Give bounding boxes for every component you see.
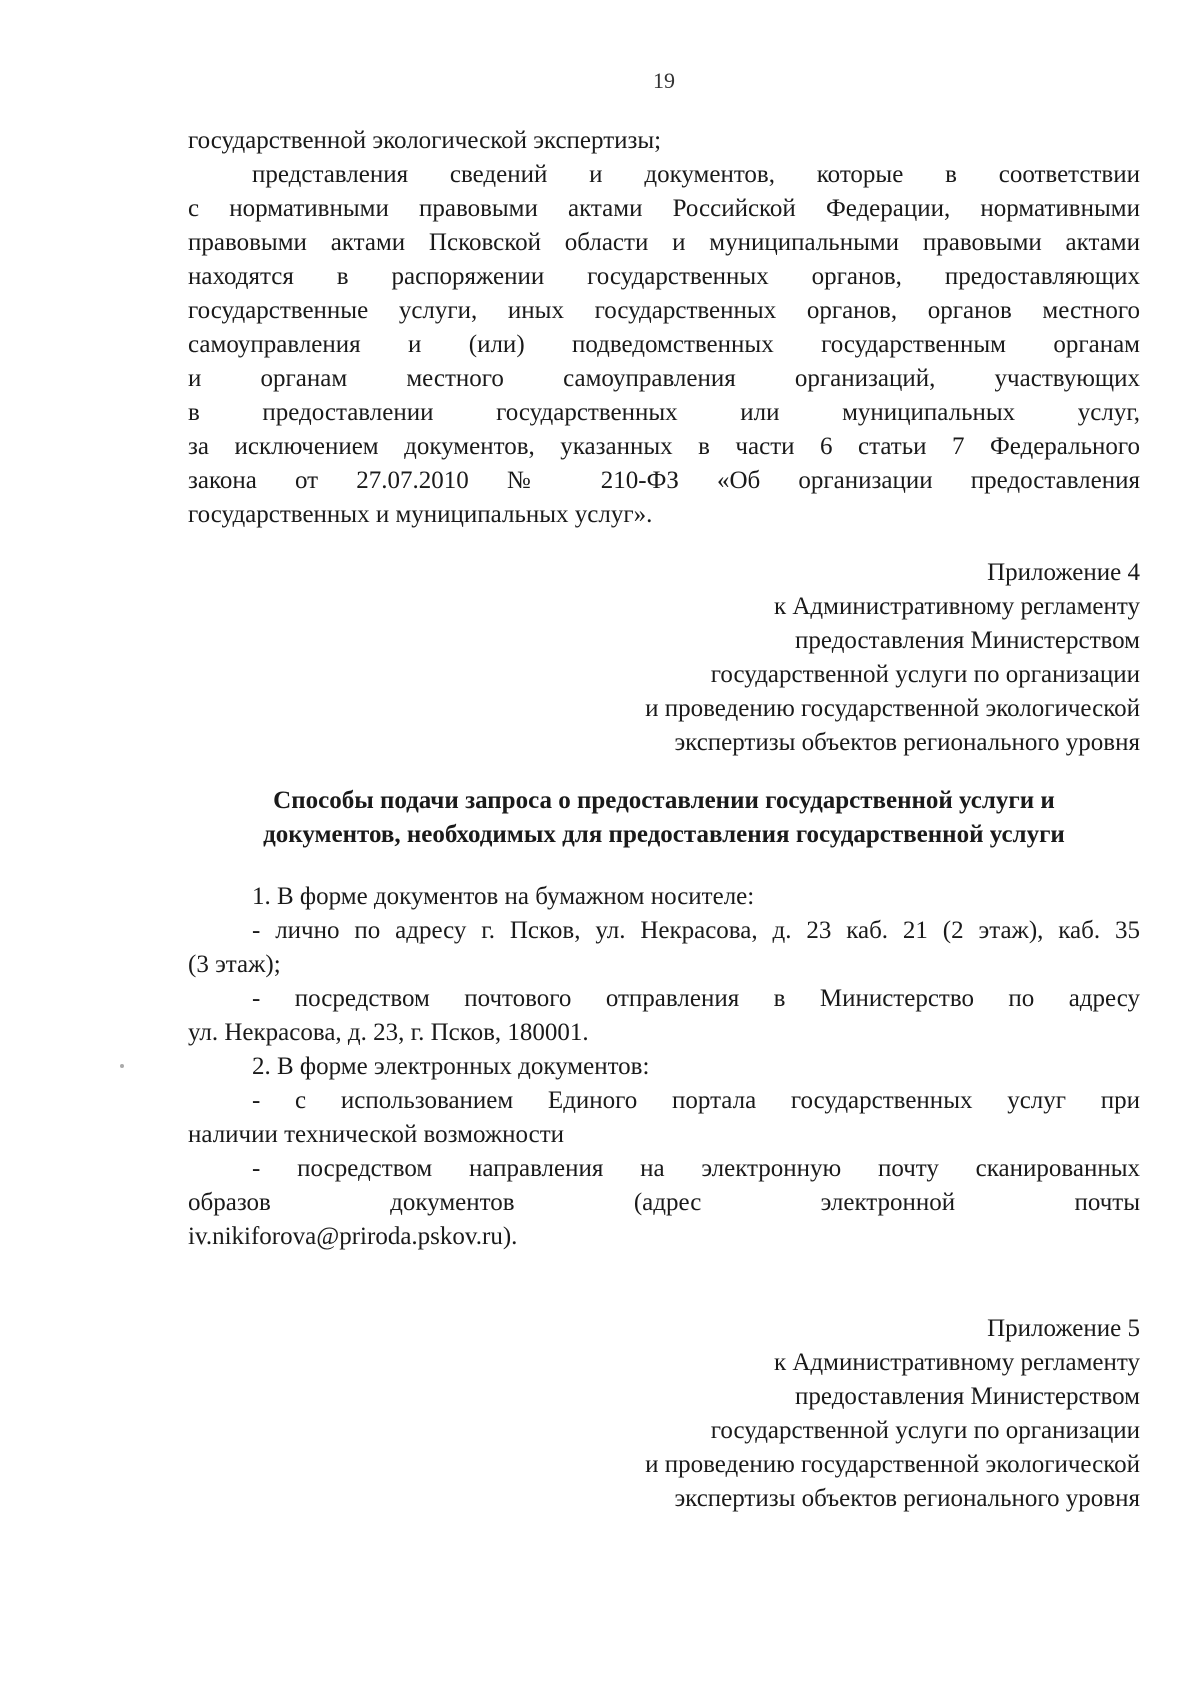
appendix-4-line: и проведению государственной экологической: [645, 695, 1140, 722]
body-line: государственной экологической экспертизы;: [188, 127, 662, 154]
method-line: - лично по адресу г. Псков, ул. Некрасова, д. 23 каб. 21 (2 этаж), каб. 35: [252, 917, 1140, 944]
method-line: 2. В форме электронных документов:: [252, 1053, 650, 1080]
body-line: за исключением документов, указанных в части 6 статьи 7 Федерального: [188, 433, 1140, 460]
appendix-4-line: экспертизы объектов регионального уровня: [674, 729, 1140, 756]
heading-line: Способы подачи запроса о предоставлении государственной услуги и: [273, 787, 1055, 814]
body-line: находятся в распоряжении государственных органов, предоставляющих: [188, 263, 1140, 290]
body-line: и органам местного самоуправления организаций, участвующих: [188, 365, 1140, 392]
method-line: образов документов (адрес электронной почты: [188, 1189, 1140, 1216]
method-line: 1. В форме документов на бумажном носителе:: [252, 883, 755, 910]
method-line: - посредством почтового отправления в Министерство по адресу: [252, 985, 1140, 1012]
heading-line: документов, необходимых для предоставления государственной услуги: [263, 821, 1065, 848]
method-line: - посредством направления на электронную почту сканированных: [252, 1155, 1140, 1182]
method-line: (3 этаж);: [188, 951, 281, 978]
body-line: самоуправления и (или) подведомственных государственным органам: [188, 331, 1140, 358]
appendix-4-line: к Административному регламенту: [773, 593, 1140, 620]
body-line: государственные услуги, иных государственных органов, органов местного: [188, 297, 1140, 324]
scan-speck: [120, 1064, 124, 1068]
appendix-5-line: экспертизы объектов регионального уровня: [674, 1485, 1140, 1512]
method-line: ул. Некрасова, д. 23, г. Псков, 180001.: [188, 1019, 589, 1046]
email-address-line: iv.nikiforova@priroda.pskov.ru).: [188, 1223, 518, 1250]
appendix-4-block: [188, 556, 1140, 760]
appendix-5-line: предоставления Министерством: [795, 1383, 1140, 1410]
method-line: наличии технической возможности: [188, 1121, 565, 1148]
document-page: [188, 0, 1140, 1697]
appendix-5-line: государственной услуги по организации: [710, 1417, 1140, 1444]
appendix-5-line: к Административному регламенту: [773, 1349, 1140, 1376]
body-text: [188, 124, 1140, 532]
body-line: правовыми актами Псковской области и муниципальными правовыми актами: [188, 229, 1140, 256]
submission-methods: [188, 880, 1140, 1254]
appendix-5-line: и проведению государственной экологической: [645, 1451, 1140, 1478]
page-number: 19: [653, 68, 675, 93]
section-heading: [188, 784, 1140, 852]
body-line: государственных и муниципальных услуг».: [188, 501, 653, 528]
appendix-4-line: предоставления Министерством: [795, 627, 1140, 654]
body-line: с нормативными правовыми актами Российской Федерации, нормативными: [188, 195, 1140, 222]
appendix-5-block: [188, 1312, 1140, 1516]
appendix-5-line: Приложение 5: [987, 1315, 1140, 1342]
appendix-4-line: государственной услуги по организации: [710, 661, 1140, 688]
appendix-4-line: Приложение 4: [987, 559, 1140, 586]
body-line: в предоставлении государственных или муниципальных услуг,: [188, 399, 1140, 426]
method-line: - с использованием Единого портала государственных услуг при: [252, 1087, 1140, 1114]
body-line: закона от 27.07.2010 № 210-ФЗ «Об организации предоставления: [188, 467, 1140, 494]
body-line: представления сведений и документов, которые в соответствии: [252, 161, 1140, 188]
